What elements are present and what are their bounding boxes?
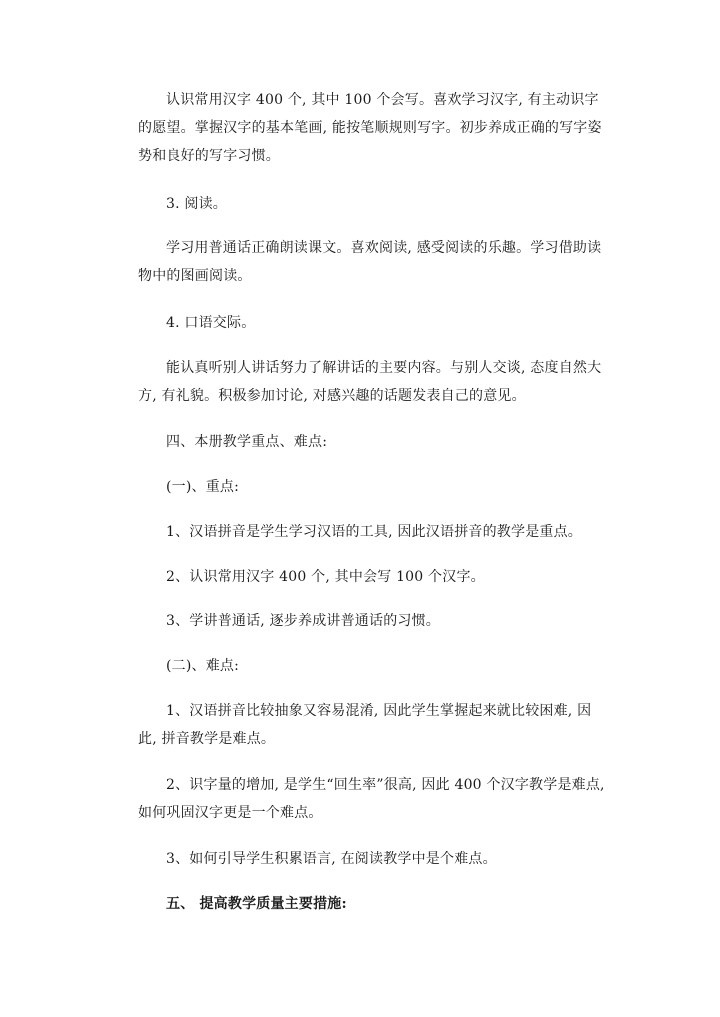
difficulty-1: 1、汉语拼音比较抽象又容易混淆, 因此学生掌握起来就比较困难, 因此, 拼音教学是难点。 <box>138 703 592 747</box>
paragraph-reading-goals: 学习用普通话正确朗读课文。喜欢阅读, 感受阅读的乐趣。学习借助读物中的图画阅读。 <box>138 240 602 284</box>
difficulty-2: 2、识字量的增加, 是学生“回生率”很高, 因此 400 个汉字教学是难点, 如何巩固汉字更是一个难点。 <box>138 777 605 821</box>
heading-oral-communication: 4. 口语交际。 <box>166 315 256 331</box>
key-point-1: 1、汉语拼音是学生学习汉语的工具, 因此汉语拼音的教学是重点。 <box>166 524 583 540</box>
difficulty-3: 3、如何引导学生积累语言, 在阅读教学中是个难点。 <box>166 851 497 867</box>
paragraph-oral-goals: 能认真听别人讲话努力了解讲话的主要内容。与别人交谈, 态度自然大方, 有礼貌。积极参加讨论, 对感兴趣的话题发表自己的意见。 <box>138 360 602 404</box>
heading-difficulties: (二)、难点: <box>166 658 240 674</box>
heading-reading: 3. 阅读。 <box>166 196 228 212</box>
heading-key-points: (一)、重点: <box>166 479 240 495</box>
key-point-3: 3、学讲普通话, 逐步养成讲普通话的习惯。 <box>166 613 441 629</box>
heading-key-points-difficulties: 四、本册教学重点、难点: <box>166 434 328 450</box>
key-point-2: 2、认识常用汉字 400 个, 其中会写 100 个汉字。 <box>166 569 485 585</box>
paragraph-literacy-goals: 认识常用汉字 400 个, 其中 100 个会写。喜欢学习汉字, 有主动识字的愿望。掌握汉字的基本笔画, 能按笔顺规则写字。初步养成正确的写字姿势和良好的写字习惯。 <box>138 92 602 164</box>
heading-improvement-measures: 五、 提高教学质量主要措施: <box>166 896 347 912</box>
